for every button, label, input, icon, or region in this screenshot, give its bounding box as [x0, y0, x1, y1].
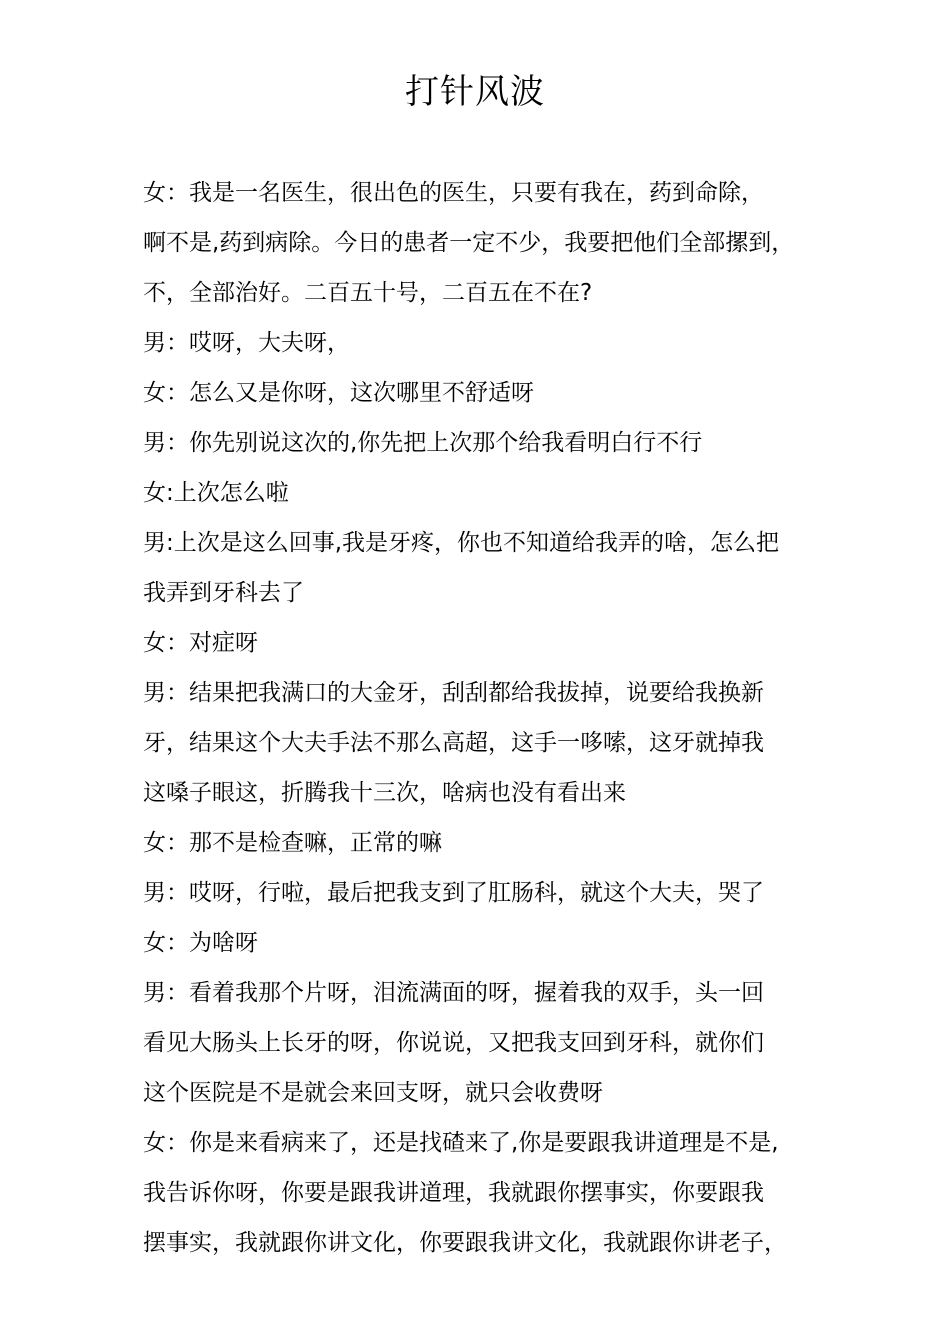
document-body: [143, 168, 813, 1268]
text-line: 男：看着我那个片呀，泪流满面的呀，握着我的双手，头一回: [143, 980, 764, 1006]
text-line: 女：那不是检查嘛，正常的嘛: [143, 830, 442, 856]
text-line: 男:上次是这么回事,我是牙疼，你也不知道给我弄的啥，怎么把: [143, 530, 780, 556]
text-line: 啊不是,药到病除。今日的患者一定不少，我要把他们全部摞到，: [143, 230, 795, 256]
text-line: 看见大肠头上长牙的呀，你说说，又把我支回到牙科，就你们: [143, 1030, 764, 1056]
text-line: 牙，结果这个大夫手法不那么高超，这手一哆嗦，这牙就掉我: [143, 730, 764, 756]
text-line: 不，全部治好。二百五十号，二百五在不在?: [143, 280, 593, 306]
text-line: 这个医院是不是就会来回支呀，就只会收费呀: [143, 1080, 603, 1106]
text-line: 女：我是一名医生，很出色的医生，只要有我在，药到命除，: [143, 180, 764, 206]
text-line: 女：对症呀: [143, 630, 258, 656]
text-line: 我弄到牙科去了: [143, 580, 304, 606]
text-line: 女：你是来看病来了，还是找碴来了,你是要跟我讲道理是不是,: [143, 1130, 779, 1156]
text-line: 女:上次怎么啦: [143, 480, 289, 506]
text-line: 这嗓子眼这，折腾我十三次，啥病也没有看出来: [143, 780, 626, 806]
text-line: 我告诉你呀，你要是跟我讲道理，我就跟你摆事实，你要跟我: [143, 1180, 764, 1206]
text-line: 摆事实，我就跟你讲文化，你要跟我讲文化，我就跟你讲老子，: [143, 1230, 787, 1256]
text-line: 女：为啥呀: [143, 930, 258, 956]
text-line: 男：你先别说这次的,你先把上次那个给我看明白行不行: [143, 430, 703, 456]
text-line: 男：哎呀，行啦，最后把我支到了肛肠科，就这个大夫，哭了: [143, 880, 764, 906]
text-line: 男：结果把我满口的大金牙，刮刮都给我拔掉，说要给我换新: [143, 680, 764, 706]
text-line: 女：怎么又是你呀，这次哪里不舒适呀: [143, 380, 534, 406]
document-title: 打针风波: [405, 72, 545, 112]
text-line: 男：哎呀，大夫呀，: [143, 330, 350, 356]
